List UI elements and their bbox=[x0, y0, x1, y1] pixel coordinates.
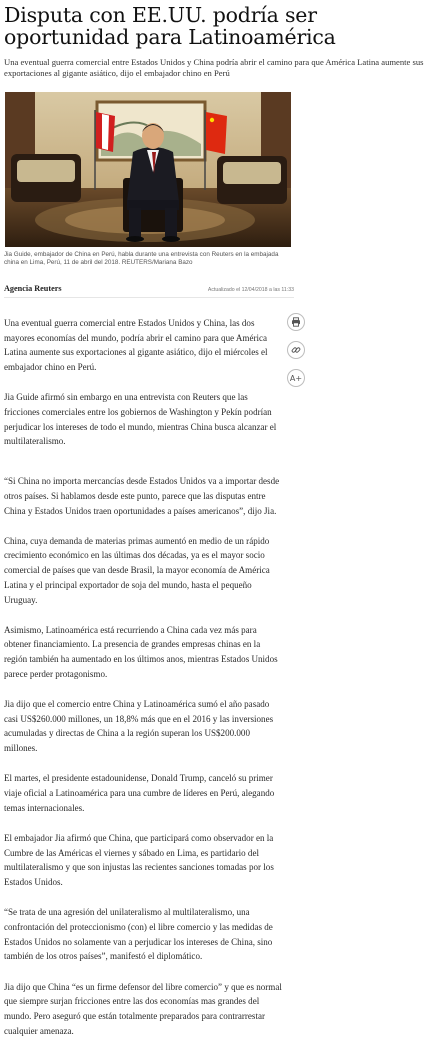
updated-timestamp: Actualizado el 12/04/2018 a las 11:33 bbox=[207, 287, 294, 293]
byline bbox=[4, 284, 294, 298]
paragraph: El embajador Jia afirmó que China, que participará como observador en la Cumbre de las Américas el viernes y sábado en Lima, es partidario del multilateralismo y que son injustas las recientes sanciones tomadas por los Estados Unidos. bbox=[4, 832, 274, 888]
paragraph: Una eventual guerra comercial entre Estados Unidos y China, las dos mayores economías del mundo, podría abrir el camino para que América Latina aumente sus exportaciones al gigante asiático, dijo el miércoles el embajador chino en Perú. bbox=[4, 318, 268, 373]
paragraph: “Se trata de una agresión del unilateralismo al multilateralismo, una confrontación del proteccionismo (con) el libre comercio y las medidas de Estados Unidos no solamente van a perjudicar los intereses de China, sino también de los otros países”, manifestó el diplomático. bbox=[4, 907, 273, 962]
paragraph: Jia dijo que China “es un firme defensor del libre comercio” y que es normal que siempre surjan fricciones entre las dos economías mas grandes del mundo. Pero aseguró que están totalmente preparados para contrarrestar cualquier amenaza. bbox=[4, 981, 282, 1036]
font-size-button[interactable] bbox=[287, 369, 305, 387]
paragraph: Jia Guide afirmó sin embargo en una entrevista con Reuters que las fricciones comerciales entre los gobiernos de Washington y Pekín podrían perjudicar los intereses de todo el mundo, mientras China busca alcanzar el multilateralismo. bbox=[4, 392, 277, 447]
link-icon bbox=[291, 345, 301, 355]
article-body bbox=[4, 316, 439, 1038]
article-dek: Una eventual guerra comercial entre Estados Unidos y China podría abrir el camino para que América Latina aumente sus exportaciones al gigante asiático, dijo el embajador chino en Perú bbox=[4, 57, 424, 78]
photo-caption: Jia Guide, embajador de China en Perú, habla durante una entrevista con Reuters en la embajada china en Lima, Perú, 11 de abril del 2018. REUTERS/Mariana Bazo bbox=[4, 251, 279, 266]
font-size-icon: A+ bbox=[289, 373, 303, 383]
print-button[interactable] bbox=[287, 313, 305, 331]
author-name: Agencia Reuters bbox=[4, 284, 62, 293]
printer-icon bbox=[291, 317, 301, 327]
article-text bbox=[4, 316, 284, 1038]
headline: Disputa con EE.UU. podría ser oportunidad para Latinoamérica bbox=[4, 3, 336, 49]
paragraph: “Si China no importa mercancías desde Estados Unidos va a importar desde otros países. Si hablamos desde este punto, parece que las disputas entre China y Estados Unidos traen oportunidades a países americanos”, dijo Jia. bbox=[4, 476, 280, 516]
article-photo bbox=[5, 92, 291, 247]
article-tools bbox=[287, 313, 307, 397]
copy-link-button[interactable] bbox=[287, 341, 305, 359]
paragraph: El martes, el presidente estadounidense, Donald Trump, canceló su primer viaje oficial a Latinoamérica para una cumbre de líderes en Perú, alegando temas internacionales. bbox=[4, 773, 275, 813]
ambassador-photo-illustration bbox=[5, 92, 291, 247]
paragraph: China, cuya demanda de materias primas aumentó en medio de un rápido crecimiento económico en las últimas dos décadas, ya es el mayor socio comercial de países que van desde Brasil, la mayor economía de América Latina y el principal exportador de soja del mundo, hasta el pequeño Uruguay. bbox=[4, 535, 270, 605]
paragraph: Jia dijo que el comercio entre China y Latinoamérica sumó el año pasado casi US$260.000 millones, un 18,8% más que en el 2016 y las inversiones acumuladas y directas de China a la región superan los US$200.000 millones. bbox=[4, 699, 274, 754]
paragraph: Asimismo, Latinoamérica está recurriendo a China cada vez más para obtener financiamiento. La presencia de grandes empresas chinas en la región también ha aumentado en los últimos anos, mientras Estados Unidos parece perder protagonismo. bbox=[4, 624, 278, 679]
